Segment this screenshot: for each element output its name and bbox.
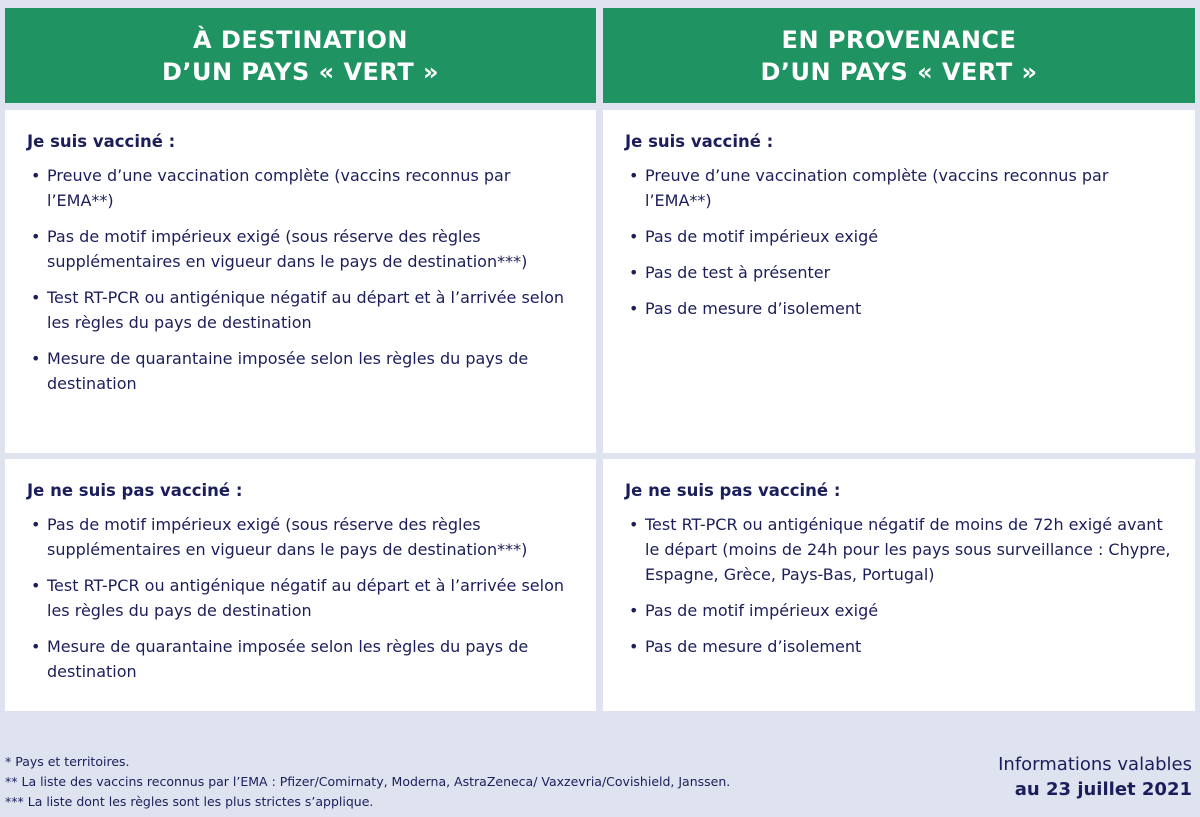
- item-list: [27, 163, 576, 396]
- list-item: [625, 224, 1175, 249]
- list-item-text: Pas de mesure d’isolement: [645, 299, 862, 318]
- footnote: ** La liste des vaccins reconnus par l’EMA : Pfizer/Comirnaty, Moderna, AstraZeneca/ Vaxzevria/Covishield, Janssen.: [5, 774, 731, 789]
- list-item: [27, 346, 576, 396]
- list-item-text: Mesure de quarantaine imposée selon les règles du pays de destination: [47, 637, 529, 681]
- footnotes: [5, 752, 730, 812]
- list-item: [625, 296, 1175, 321]
- list-item-text: Test RT-PCR ou antigénique négatif au départ et à l’arrivée selon les règles du pays de destination: [47, 576, 564, 620]
- footnote: *** La liste dont les règles sont les plus strictes s’applique.: [5, 794, 374, 809]
- header-destination-line1: À DESTINATION: [193, 25, 408, 54]
- bullet-icon: •: [31, 515, 41, 534]
- list-item: [27, 512, 576, 562]
- list-item: [27, 634, 576, 684]
- footnote: * Pays et territoires.: [5, 754, 130, 769]
- bullet-icon: •: [629, 299, 639, 318]
- list-item: [625, 163, 1175, 213]
- validity-label: Informations valables: [998, 754, 1192, 775]
- bullet-icon: •: [31, 349, 41, 368]
- list-item-text: Pas de motif impérieux exigé (sous réserve des règles supplémentaires en vigueur dans le pays de destination***): [47, 227, 528, 271]
- list-item-text: Preuve d’une vaccination complète (vaccins reconnus par l’EMA**): [645, 166, 1109, 210]
- list-item-text: Test RT-PCR ou antigénique négatif de moins de 72h exigé avant le départ (moins de 24h pour les pays sous surveillance : Chypre, Espagne, Grèce, Pays-Bas, Portugal): [645, 515, 1171, 584]
- list-item-text: Test RT-PCR ou antigénique négatif au départ et à l’arrivée selon les règles du pays de destination: [47, 288, 564, 332]
- bullet-icon: •: [31, 166, 41, 185]
- header-destination-line2: D’UN PAYS « VERT »: [161, 57, 440, 86]
- list-item-text: Mesure de quarantaine imposée selon les règles du pays de destination: [47, 349, 529, 393]
- bullet-icon: •: [629, 227, 639, 246]
- list-item: [625, 598, 1175, 623]
- header-provenance: [603, 8, 1195, 103]
- bullet-icon: •: [31, 288, 41, 307]
- bullet-icon: •: [31, 637, 41, 656]
- bullet-icon: •: [629, 637, 639, 656]
- panel-destination-unvaccinated: [5, 459, 596, 711]
- bullet-icon: •: [629, 515, 639, 534]
- item-list: [27, 512, 576, 684]
- list-item-text: Pas de motif impérieux exigé: [645, 227, 879, 246]
- bullet-icon: •: [629, 601, 639, 620]
- list-item-text: Pas de test à présenter: [645, 263, 831, 282]
- list-item: [27, 224, 576, 274]
- list-item-text: Preuve d’une vaccination complète (vaccins reconnus par l’EMA**): [47, 166, 511, 210]
- panel-destination-vaccinated: [5, 110, 596, 453]
- panel-title: Je suis vacciné :: [625, 132, 774, 151]
- header-destination: [5, 8, 596, 103]
- panel-title: Je ne suis pas vacciné :: [27, 481, 243, 500]
- header-provenance-line2: D’UN PAYS « VERT »: [760, 57, 1038, 86]
- item-list: [625, 512, 1175, 659]
- header-provenance-line1: EN PROVENANCE: [781, 25, 1017, 54]
- validity-date: au 23 juillet 2021: [1014, 779, 1192, 800]
- list-item: [625, 260, 1175, 285]
- list-item: [27, 285, 576, 335]
- list-item-text: Pas de motif impérieux exigé: [645, 601, 879, 620]
- bullet-icon: •: [629, 166, 639, 185]
- bullet-icon: •: [31, 227, 41, 246]
- list-item: [27, 573, 576, 623]
- list-item: [625, 634, 1175, 659]
- list-item-text: Pas de motif impérieux exigé (sous réserve des règles supplémentaires en vigueur dans le pays de destination***): [47, 515, 528, 559]
- list-item: [27, 163, 576, 213]
- validity-notice: [998, 752, 1192, 802]
- panel-provenance-unvaccinated: [603, 459, 1195, 711]
- item-list: [625, 163, 1175, 321]
- bullet-icon: •: [629, 263, 639, 282]
- bullet-icon: •: [31, 576, 41, 595]
- list-item-text: Pas de mesure d’isolement: [645, 637, 862, 656]
- list-item: [625, 512, 1175, 587]
- panel-title: Je suis vacciné :: [27, 132, 176, 151]
- panel-provenance-vaccinated: [603, 110, 1195, 453]
- panel-title: Je ne suis pas vacciné :: [625, 481, 841, 500]
